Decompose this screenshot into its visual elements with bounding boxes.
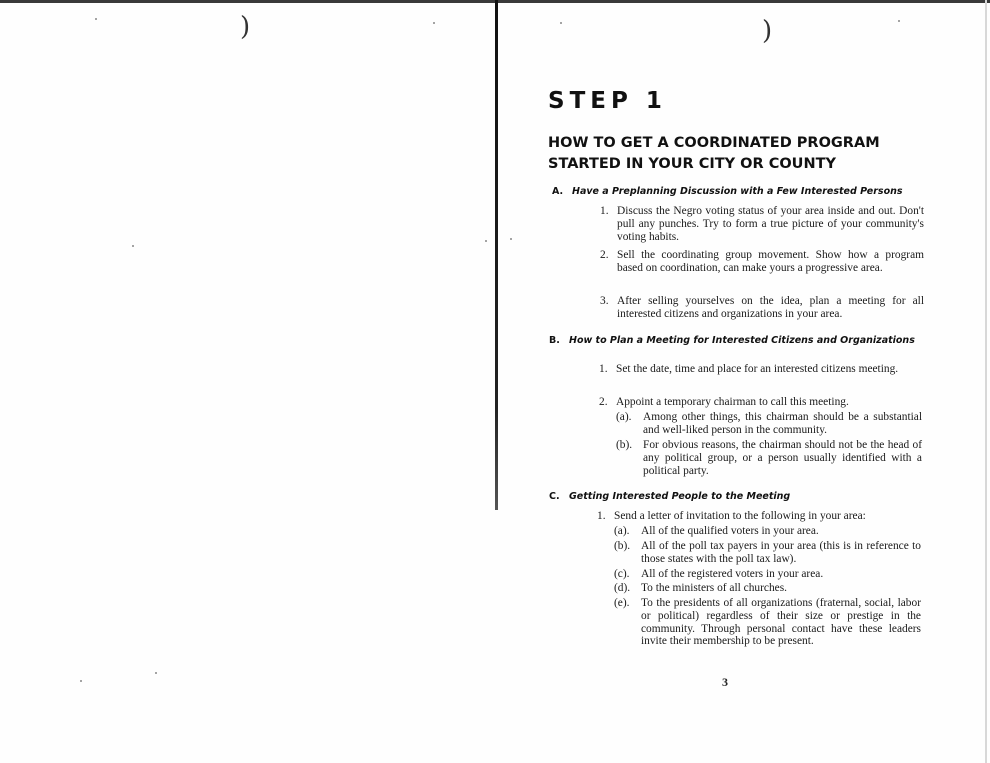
section-heading-text: How to Plan a Meeting for Interested Citizens and Organizations <box>569 335 915 346</box>
speck <box>898 20 900 22</box>
section-heading-text: Getting Interested People to the Meeting <box>569 491 791 502</box>
section-b-item-2 <box>599 396 923 409</box>
section-c-heading <box>549 491 921 503</box>
subitem-label: (a). <box>616 411 632 423</box>
section-a-item-2 <box>600 249 924 275</box>
section-a-heading <box>552 186 924 198</box>
left-page-mark: ) <box>240 12 251 42</box>
section-b-item-1 <box>599 363 923 376</box>
item-text: Send a letter of invitation to the following in your area: <box>614 510 866 522</box>
speck <box>80 680 82 682</box>
section-b-subitem-a <box>616 411 922 437</box>
item-number: 1. <box>599 363 608 375</box>
subitem-label: (a). <box>614 525 630 537</box>
item-text: Set the date, time and place for an interested citizens meeting. <box>616 363 899 375</box>
section-a-item-3 <box>600 295 924 321</box>
section-c-subitem-a <box>614 525 921 538</box>
subitem-text: All of the poll tax payers in your area (this is in reference to those states with the poll tax law). <box>641 540 921 565</box>
subitem-label: (e). <box>614 597 630 609</box>
section-c-item-1 <box>597 510 921 523</box>
subitem-text: To the presidents of all organizations (fraternal, social, labor or political) regardless of their size or prestige in the community. Through personal contact have these leaders invite their membership to be present. <box>641 597 921 648</box>
speck <box>510 238 512 240</box>
subitem-text: All of the qualified voters in your area. <box>641 525 819 537</box>
speck <box>433 22 435 24</box>
item-number: 1. <box>597 510 606 522</box>
speck <box>95 18 97 20</box>
step-title: STEP 1 <box>548 88 667 114</box>
subitem-text: All of the registered voters in your area. <box>641 568 824 580</box>
item-number: 1. <box>600 205 609 217</box>
section-heading-text: Have a Preplanning Discussion with a Few Interested Persons <box>572 186 903 197</box>
subitem-text: For obvious reasons, the chairman should not be the head of any political group, or a person usually identified with a political party. <box>643 439 922 477</box>
section-a-item-1 <box>600 205 924 243</box>
subitem-text: Among other things, this chairman should be a substantial and well-liked person in the community. <box>643 411 922 436</box>
item-text: After selling yourselves on the idea, plan a meeting for all interested citizens and organizations in your area. <box>617 295 924 320</box>
speck <box>485 240 487 242</box>
section-letter: A. <box>552 186 564 197</box>
item-text: Sell the coordinating group movement. Show how a program based on coordination, can make yours a progressive area. <box>617 249 924 274</box>
item-number: 2. <box>599 396 608 408</box>
section-letter: C. <box>549 491 560 502</box>
section-b-subitem-b <box>616 439 922 477</box>
page-number: 3 <box>722 675 728 689</box>
chapter-title: HOW TO GET A COORDINATED PROGRAM STARTED IN YOUR CITY OR COUNTY <box>548 135 880 172</box>
section-b-heading <box>549 335 923 347</box>
subitem-label: (d). <box>614 582 631 594</box>
subitem-label: (b). <box>616 439 633 451</box>
section-c-subitem-d <box>614 582 921 595</box>
item-text: Appoint a temporary chairman to call this meeting. <box>616 396 849 408</box>
section-c-subitem-b <box>614 540 921 566</box>
right-page-mark: ) <box>762 16 773 46</box>
book-gutter <box>495 0 498 510</box>
section-c-subitem-c <box>614 568 921 581</box>
speck <box>155 672 157 674</box>
section-letter: B. <box>549 335 560 346</box>
page-right-edge <box>985 0 987 763</box>
speck <box>132 245 134 247</box>
item-number: 2. <box>600 249 609 261</box>
subitem-text: To the ministers of all churches. <box>641 582 787 594</box>
item-text: Discuss the Negro voting status of your area inside and out. Don't pull any punches. Try to form a true picture of your community's voting habits. <box>617 205 924 243</box>
item-number: 3. <box>600 295 609 307</box>
subitem-label: (c). <box>614 568 630 580</box>
subitem-label: (b). <box>614 540 631 552</box>
section-c-subitem-e <box>614 597 921 648</box>
speck <box>560 22 562 24</box>
